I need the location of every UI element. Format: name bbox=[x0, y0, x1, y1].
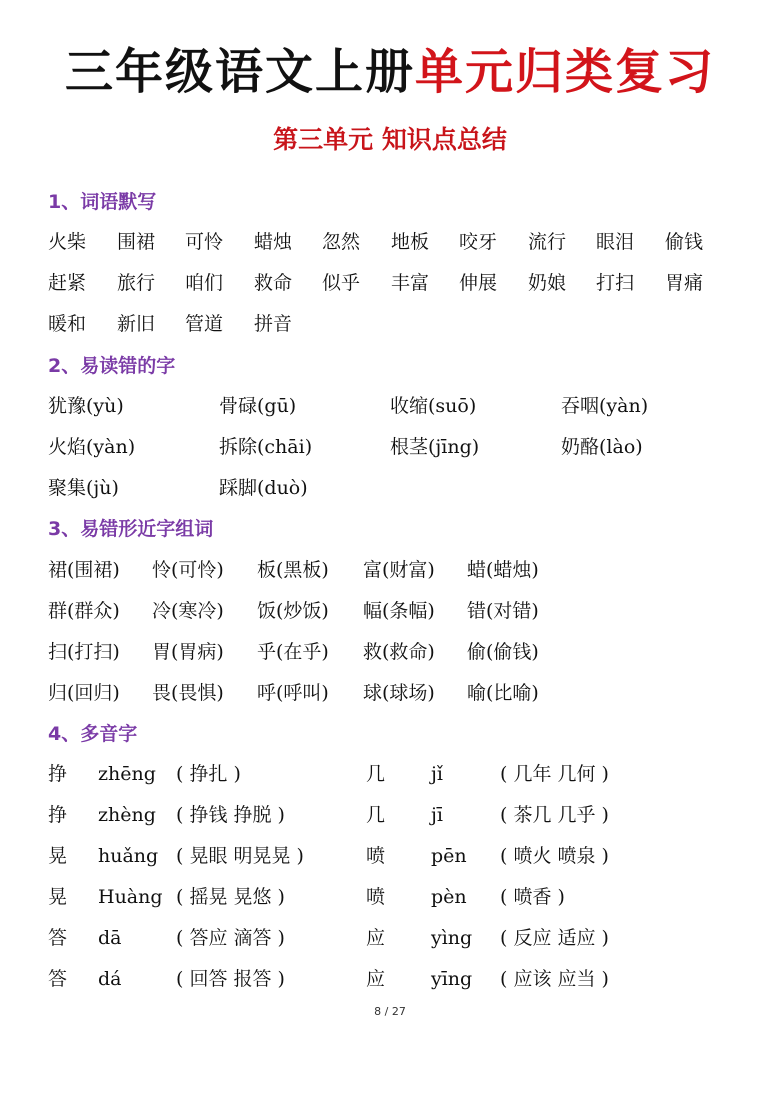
similar-pair: 板(黑板) bbox=[257, 559, 329, 581]
vocab-word: 似乎 bbox=[322, 272, 361, 294]
similar-pair: 乎(在乎) bbox=[257, 641, 329, 663]
vocab-word: 拼音 bbox=[254, 313, 293, 335]
polyphone-pinyin: pèn bbox=[431, 886, 467, 908]
similar-pair: 饭(炒饭) bbox=[257, 600, 329, 622]
polyphone-pinyin: dá bbox=[98, 968, 122, 990]
vocab-word: 救命 bbox=[254, 272, 293, 294]
similar-pair: 怜(可怜) bbox=[152, 559, 224, 581]
polyphone-pinyin: jǐ bbox=[431, 763, 443, 785]
vocab-word: 地板 bbox=[391, 231, 430, 253]
polyphone-words: ( 摇晃 晃悠 ) bbox=[176, 886, 285, 908]
similar-pair: 呼(呼叫) bbox=[257, 682, 329, 704]
similar-pair: 归(回归) bbox=[48, 682, 120, 704]
vocab-word: 管道 bbox=[185, 313, 224, 335]
polyphone-words: ( 反应 适应 ) bbox=[500, 927, 609, 949]
similar-pair: 畏(畏惧) bbox=[152, 682, 224, 704]
similar-pair: 裙(围裙) bbox=[48, 559, 120, 581]
polyphone-pinyin: Huàng bbox=[98, 886, 163, 908]
polyphone-char: 应 bbox=[366, 968, 386, 990]
misread-word: 踩脚(duò) bbox=[219, 477, 308, 499]
polyphone-pinyin: zhèng bbox=[98, 804, 156, 826]
vocab-word: 旅行 bbox=[117, 272, 156, 294]
polyphone-pinyin: huǎng bbox=[98, 845, 159, 867]
polyphone-char: 晃 bbox=[48, 886, 68, 908]
vocab-word: 胃痛 bbox=[665, 272, 704, 294]
polyphone-pinyin: yīng bbox=[431, 968, 473, 990]
vocab-word: 伸展 bbox=[459, 272, 498, 294]
similar-pair: 群(群众) bbox=[48, 600, 120, 622]
similar-pair: 富(财富) bbox=[363, 559, 435, 581]
polyphone-char: 答 bbox=[48, 968, 68, 990]
misread-word: 聚集(jù) bbox=[48, 477, 119, 499]
vocab-word: 咬牙 bbox=[459, 231, 498, 253]
vocab-word: 咱们 bbox=[185, 272, 224, 294]
section-heading-similar: 3、易错形近字组词 bbox=[48, 518, 214, 540]
polyphone-words: ( 喷火 喷泉 ) bbox=[500, 845, 609, 867]
vocab-word: 忽然 bbox=[322, 231, 361, 253]
polyphone-char: 喷 bbox=[366, 845, 386, 867]
title-red-part: 单元归类复习 bbox=[415, 44, 716, 100]
polyphone-pinyin: dā bbox=[98, 927, 122, 949]
polyphone-char: 挣 bbox=[48, 763, 68, 785]
misread-word: 奶酪(lào) bbox=[561, 436, 643, 458]
title-black-part: 三年级语文上册 bbox=[64, 44, 415, 100]
similar-pair: 幅(条幅) bbox=[363, 600, 435, 622]
vocab-word: 流行 bbox=[528, 231, 567, 253]
vocab-word: 新旧 bbox=[117, 313, 156, 335]
misread-word: 根茎(jīng) bbox=[390, 436, 480, 458]
polyphone-pinyin: pēn bbox=[431, 845, 467, 867]
page-number: 8 / 27 bbox=[374, 1005, 406, 1018]
misread-word: 收缩(suō) bbox=[390, 395, 477, 417]
vocab-word: 暖和 bbox=[48, 313, 87, 335]
similar-pair: 冷(寒冷) bbox=[152, 600, 224, 622]
vocab-word: 赶紧 bbox=[48, 272, 87, 294]
polyphone-pinyin: zhēng bbox=[98, 763, 156, 785]
vocab-word: 围裙 bbox=[117, 231, 156, 253]
polyphone-words: ( 茶几 几乎 ) bbox=[500, 804, 609, 826]
polyphone-char: 晃 bbox=[48, 845, 68, 867]
vocab-word: 可怜 bbox=[185, 231, 224, 253]
similar-pair: 偷(偷钱) bbox=[467, 641, 539, 663]
polyphone-words: ( 答应 滴答 ) bbox=[176, 927, 285, 949]
section-heading-vocab: 1、词语默写 bbox=[48, 191, 157, 213]
polyphone-words: ( 挣钱 挣脱 ) bbox=[176, 804, 285, 826]
polyphone-char: 喷 bbox=[366, 886, 386, 908]
polyphone-char: 答 bbox=[48, 927, 68, 949]
similar-pair: 扫(打扫) bbox=[48, 641, 120, 663]
misread-word: 火焰(yàn) bbox=[48, 436, 136, 458]
section-heading-polyphone: 4、多音字 bbox=[48, 723, 138, 745]
polyphone-words: ( 喷香 ) bbox=[500, 886, 565, 908]
polyphone-pinyin: jī bbox=[431, 804, 443, 826]
polyphone-words: ( 回答 报答 ) bbox=[176, 968, 285, 990]
polyphone-char: 几 bbox=[366, 804, 386, 826]
similar-pair: 胃(胃病) bbox=[152, 641, 224, 663]
misread-word: 吞咽(yàn) bbox=[561, 395, 649, 417]
polyphone-words: ( 几年 几何 ) bbox=[500, 763, 609, 785]
vocab-word: 丰富 bbox=[391, 272, 430, 294]
misread-word: 犹豫(yù) bbox=[48, 395, 124, 417]
misread-word: 拆除(chāi) bbox=[219, 436, 313, 458]
vocab-word: 蜡烛 bbox=[254, 231, 293, 253]
similar-pair: 喻(比喻) bbox=[467, 682, 539, 704]
polyphone-pinyin: yìng bbox=[431, 927, 473, 949]
misread-word: 骨碌(gū) bbox=[219, 395, 297, 417]
polyphone-char: 几 bbox=[366, 763, 386, 785]
similar-pair: 蜡(蜡烛) bbox=[467, 559, 539, 581]
polyphone-char: 挣 bbox=[48, 804, 68, 826]
polyphone-words: ( 应该 应当 ) bbox=[500, 968, 609, 990]
similar-pair: 错(对错) bbox=[467, 600, 539, 622]
polyphone-char: 应 bbox=[366, 927, 386, 949]
section-heading-misread: 2、易读错的字 bbox=[48, 355, 176, 377]
vocab-word: 火柴 bbox=[48, 231, 87, 253]
polyphone-words: ( 挣扎 ) bbox=[176, 763, 241, 785]
vocab-word: 偷钱 bbox=[665, 231, 704, 253]
vocab-word: 奶娘 bbox=[528, 272, 567, 294]
similar-pair: 救(救命) bbox=[363, 641, 435, 663]
page-title bbox=[0, 40, 780, 104]
polyphone-words: ( 晃眼 明晃晃 ) bbox=[176, 845, 304, 867]
vocab-word: 眼泪 bbox=[596, 231, 635, 253]
similar-pair: 球(球场) bbox=[363, 682, 435, 704]
page-subtitle: 第三单元 知识点总结 bbox=[273, 125, 507, 154]
vocab-word: 打扫 bbox=[596, 272, 635, 294]
